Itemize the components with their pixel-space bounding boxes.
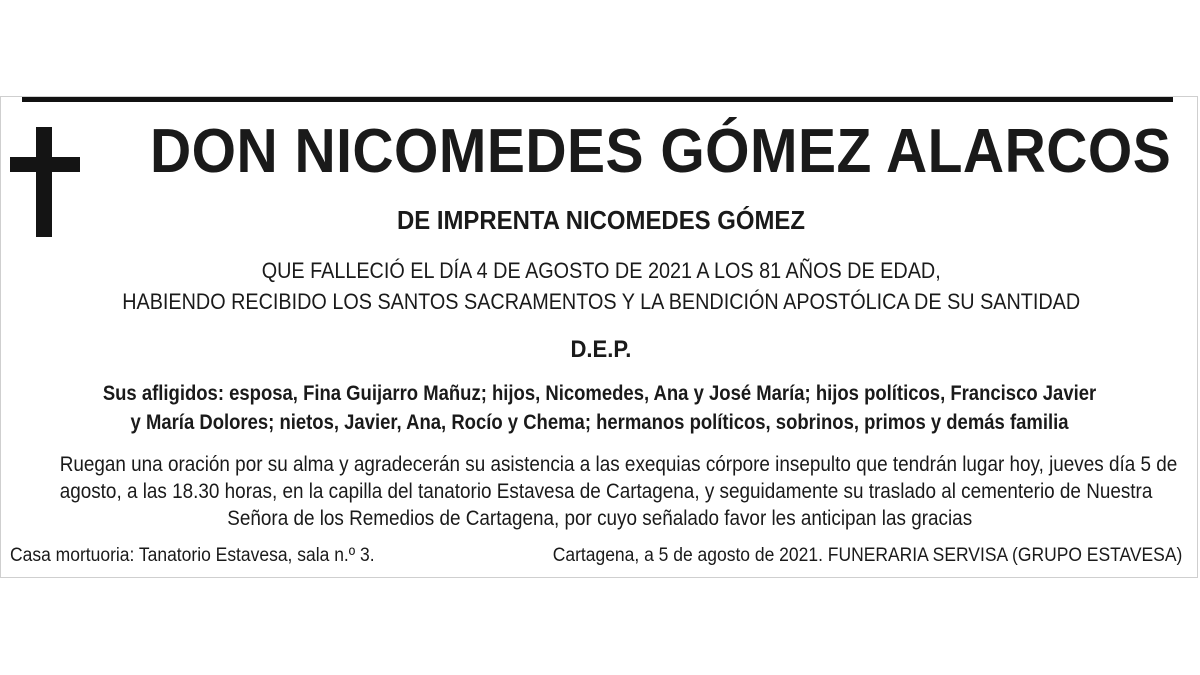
top-rule [22, 97, 1173, 102]
prayer-line: Ruegan una oración por su alma y agradecerán su asistencia a las exequias córpore insepulto que tendrán lugar hoy, jueves día 5 de [59, 453, 1178, 476]
family-line: y María Dolores; nietos, Javier, Ana, Rocío y Chema; hermanos políticos, sobrinos, primos y demás familia [130, 411, 1069, 434]
death-line: QUE FALLECIÓ EL DÍA 4 DE AGOSTO DE 2021 A LOS 81 AÑOS DE EDAD, [261, 258, 941, 283]
rip-label: D.E.P. [570, 336, 632, 363]
death-notice [61, 255, 1141, 317]
funeral-home-location: Casa mortuoria: Tanatorio Estavesa, sala n.º 3. [10, 545, 375, 566]
death-line: HABIENDO RECIBIDO LOS SANTOS SACRAMENTOS Y LA BENDICIÓN APOSTÓLICA DE SU SANTIDAD [122, 289, 1081, 314]
company-subtitle: DE IMPRENTA NICOMEDES GÓMEZ [396, 205, 805, 235]
family-line: Sus afligidos: esposa, Fina Guijarro Mañuz; hijos, Nicomedes, Ana y José María; hijos políticos, Francisco Javier [102, 382, 1097, 405]
family-list [72, 379, 1128, 437]
place-date-funeral-service: Cartagena, a 5 de agosto de 2021. FUNERARIA SERVISA (GRUPO ESTAVESA) [552, 545, 1182, 566]
deceased-name: DON NICOMEDES GÓMEZ ALARCOS [150, 117, 1172, 186]
funeral-details [59, 451, 1178, 532]
prayer-line: Señora de los Remedios de Cartagena, por cuyo señalado favor les anticipan las gracias [227, 507, 973, 530]
prayer-line: agosto, a las 18.30 horas, en la capilla del tanatorio Estavesa de Cartagena, y seguidamente su traslado al cementerio de Nuestra [59, 480, 1153, 503]
